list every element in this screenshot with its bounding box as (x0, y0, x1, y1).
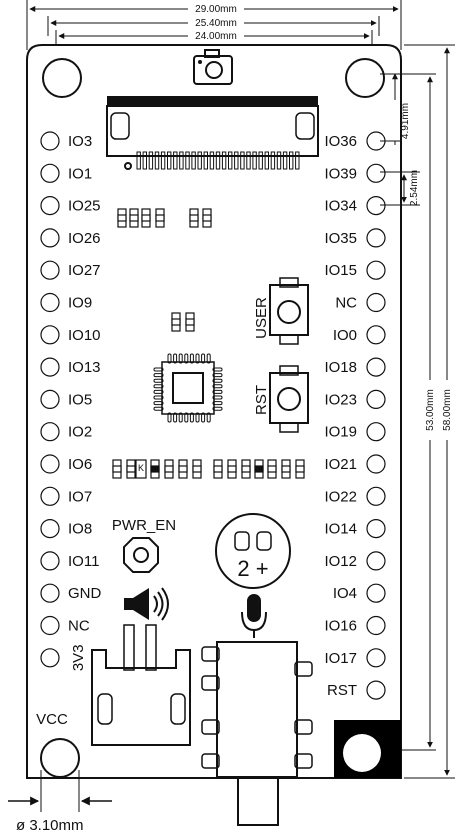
pin-pad-right (367, 584, 385, 602)
pin-pad-right (367, 552, 385, 570)
smd-component (179, 460, 187, 478)
smd-component (113, 460, 121, 478)
smd-component (186, 313, 194, 331)
dim-offset-491-label: 4.91mm (400, 102, 411, 140)
smd-component (118, 209, 126, 227)
smd-component (268, 460, 276, 478)
pin-pad-right (367, 229, 385, 247)
smd-component (193, 460, 201, 478)
user-button[interactable] (270, 278, 308, 344)
pin-pad-right (367, 520, 385, 538)
pin-pad-left (41, 229, 59, 247)
mounting-hole-top-left (43, 59, 81, 97)
pin-label-left: IO10 (68, 326, 101, 344)
pin-pad-left (41, 487, 59, 505)
pin-pad-right (367, 197, 385, 215)
pin-label-left: IO27 (68, 262, 101, 280)
pin-label-right: NC (335, 294, 357, 312)
pin-pad-right (367, 326, 385, 344)
smd-component (142, 209, 150, 227)
pin-label-left: IO11 (68, 552, 100, 570)
pin-pad-left (41, 649, 59, 667)
pin-label-right: IO39 (324, 165, 357, 183)
dim-width-29-label: 29.00mm (195, 4, 237, 15)
smd-component (127, 460, 135, 478)
pin-pad-right (367, 617, 385, 635)
pin-pad-left (41, 455, 59, 473)
vcc-label: VCC (36, 711, 68, 728)
dimension-width-24 (56, 30, 372, 46)
pin-pad-right (367, 487, 385, 505)
audio-jack (202, 642, 312, 825)
pin-label-right: IO12 (324, 552, 357, 570)
pin-label-right: IO21 (324, 456, 357, 473)
smd-component (130, 209, 138, 227)
dimension-offset-491 (380, 74, 411, 145)
pin-pad-left (41, 520, 59, 538)
pin-label-left: 3V3 (70, 644, 87, 672)
pwr-en-button[interactable] (124, 538, 158, 572)
dimension-hole-diameter (8, 770, 112, 834)
pin-label-left: IO1 (68, 165, 93, 183)
pin-label-right: IO0 (332, 326, 357, 344)
pin-label-right: IO23 (324, 391, 357, 409)
right-pin-header (324, 132, 385, 699)
pin-label-left: GND (68, 585, 102, 603)
connector-pins (137, 152, 299, 169)
pwr-en-label: PWR_EN (111, 517, 177, 534)
pin-label-right: IO18 (324, 359, 357, 377)
battery-holder (216, 514, 290, 588)
pin-pad-left (41, 294, 59, 312)
pin-pad-left (41, 390, 59, 408)
mcu-chip (154, 354, 222, 422)
pin-label-left: IO7 (68, 488, 93, 506)
pin-label-right: IO35 (324, 229, 357, 247)
pin-label-right: IO17 (324, 649, 357, 667)
pin-label-right: IO34 (324, 197, 357, 215)
pin-pad-left (41, 358, 59, 376)
speaker-connector (92, 625, 190, 745)
mounting-hole-bottom-right (343, 734, 381, 772)
smd-component (151, 460, 159, 478)
user-button-label: USER (253, 297, 270, 339)
passive-components (113, 209, 304, 478)
smd-component (228, 460, 236, 478)
pin-pad-left (41, 552, 59, 570)
pin-label-left: IO25 (68, 197, 101, 215)
pin-pad-right (367, 455, 385, 473)
pin-label-left: IO13 (68, 359, 101, 377)
pin-pad-right (367, 681, 385, 699)
pin-pad-left (41, 584, 59, 602)
camera-icon (194, 50, 232, 84)
left-pin-header (41, 132, 102, 671)
hole-diameter-label: ø 3.10mm (16, 817, 84, 834)
battery-label: 2 + (237, 556, 269, 581)
dim-width-25-label: 25.40mm (195, 18, 237, 29)
pin-label-right: IO14 (324, 520, 357, 538)
pin-label-left: IO6 (68, 456, 93, 473)
pin-label-right: IO15 (324, 262, 357, 280)
pin-pad-right (367, 261, 385, 279)
pin-label-left: IO9 (68, 294, 93, 312)
pin-pad-left (41, 423, 59, 441)
pin-label-left: IO26 (68, 229, 101, 247)
pin-label-right: IO36 (324, 133, 357, 150)
dimension-height-53 (380, 74, 436, 750)
dim-width-24-label: 24.00mm (195, 31, 237, 42)
smd-component (190, 209, 198, 227)
mounting-hole-bottom-left (41, 739, 79, 777)
smd-component (296, 460, 304, 478)
speaker-icon (124, 588, 168, 620)
pin-label-left: IO5 (68, 391, 93, 409)
pin-label-left: NC (68, 617, 90, 635)
pin-label-left: IO2 (68, 423, 93, 441)
smd-component (156, 209, 164, 227)
mounting-hole-top-right (346, 59, 384, 97)
pin-pad-right (367, 649, 385, 667)
pin-pad-right (367, 294, 385, 312)
pin-pad-left (41, 617, 59, 635)
pin-label-right: IO22 (324, 488, 357, 506)
smd-component (214, 460, 222, 478)
smd-component (203, 209, 211, 227)
pin-pad-right (367, 164, 385, 182)
dim-height-58-label: 58.00mm (442, 389, 453, 431)
pin-label-right: IO16 (324, 617, 357, 635)
camera-connector (107, 96, 318, 169)
resistor-k-label: K (137, 463, 145, 473)
microphone-icon (242, 594, 266, 638)
smd-component (172, 313, 180, 331)
pin-label-right: IO19 (324, 423, 357, 441)
pin-label-left: IO8 (68, 520, 93, 538)
pin-pad-left (41, 132, 59, 150)
pin-label-right: IO4 (332, 585, 357, 603)
pin-pad-right (367, 423, 385, 441)
pin-pad-right (367, 358, 385, 376)
smd-component (282, 460, 290, 478)
pin-pad-left (41, 164, 59, 182)
smd-component (165, 460, 173, 478)
rst-button[interactable] (270, 366, 308, 432)
pin-pad-right (367, 390, 385, 408)
smd-component (255, 460, 263, 478)
pin-label-left: IO3 (68, 133, 93, 150)
pin-pad-left (41, 326, 59, 344)
rst-button-label: RST (253, 385, 270, 415)
smd-component (242, 460, 250, 478)
pin-label-right: RST (327, 682, 357, 700)
pin-pad-left (41, 261, 59, 279)
pin-pad-left (41, 197, 59, 215)
dim-pitch-254-label: 2.54mm (409, 169, 420, 207)
dim-height-53-label: 53.00mm (425, 389, 436, 431)
